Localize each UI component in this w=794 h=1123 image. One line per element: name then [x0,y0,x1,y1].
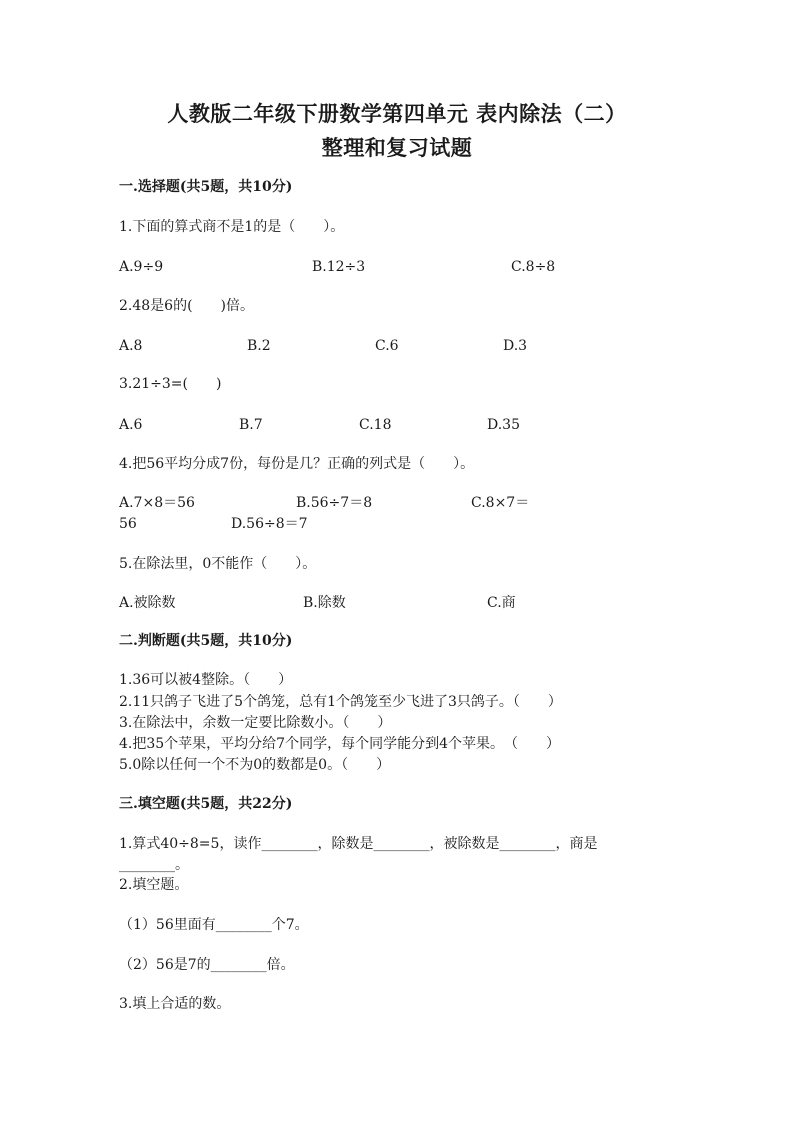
fill-question-2: 2.填空题。 [119,877,189,893]
fill-question-2-sub1: （1）56里面有________个7。 [119,917,309,933]
option-1c: C.8÷8 [511,259,556,275]
option-2a: A.8 [119,338,143,354]
page-title: 人教版二年级下册数学第四单元 表内除法（二） [167,101,627,126]
option-3a: A.6 [119,417,143,433]
option-3b: B.7 [239,417,263,433]
option-2d: D.3 [503,338,528,354]
option-4c-cont: 56 [119,516,137,532]
question-3: 3.21÷3=( ) [119,376,222,392]
fill-question-3: 3.填上合适的数。 [119,996,231,1012]
fill-question-1-cont: ________。 [119,857,189,873]
question-2: 2.48是6的( )倍。 [119,298,255,314]
page-subtitle: 整理和复习试题 [321,135,473,160]
option-5a: A.被除数 [119,595,176,611]
option-4b: B.56÷7＝8 [296,495,373,511]
judgment-item-3: 3.在除法中，余数一定要比除数小。（ ） [119,715,392,731]
fill-question-1: 1.算式40÷8=5，读作________，除数是________，被除数是________，商是 [119,836,598,852]
section-heading-judgment: 二.判断题(共5题，共10分) [119,633,293,649]
option-5c: C.商 [487,595,516,611]
option-2c: C.6 [375,338,399,354]
question-5: 5.在除法里，0不能作（ ）。 [119,556,317,572]
option-4a: A.7×8＝56 [119,495,195,511]
judgment-item-4: 4.把35个苹果，平均分给7个同学，每个同学能分到4个苹果。 （ ） [119,736,560,752]
option-4d: D.56÷8＝7 [231,516,308,532]
section-heading-choice: 一.选择题(共5题，共10分) [119,179,293,195]
fill-question-2-sub2: （2）56是7的________倍。 [119,957,295,973]
option-1a: A.9÷9 [119,259,164,275]
judgment-item-5: 5.0除以任何一个不为0的数都是0。（ ） [119,757,391,773]
section-heading-fill: 三.填空题(共5题，共22分) [119,796,293,812]
option-1b: B.12÷3 [312,259,366,275]
question-1: 1.下面的算式商不是1的是（ ）。 [119,219,345,235]
option-3d: D.35 [487,417,520,433]
option-5b: B.除数 [303,595,346,611]
option-3c: C.18 [359,417,392,433]
judgment-item-2: 2.11只鸽子飞进了5个鸽笼，总有1个鸽笼至少飞进了3只鸽子。（ ） [119,694,562,710]
question-4: 4.把56平均分成7份，每份是几？正确的列式是（ ）。 [119,456,475,472]
judgment-item-1: 1.36可以被4整除。（ ） [119,672,293,688]
option-2b: B.2 [247,338,271,354]
option-4c: C.8×7＝ [471,495,530,511]
